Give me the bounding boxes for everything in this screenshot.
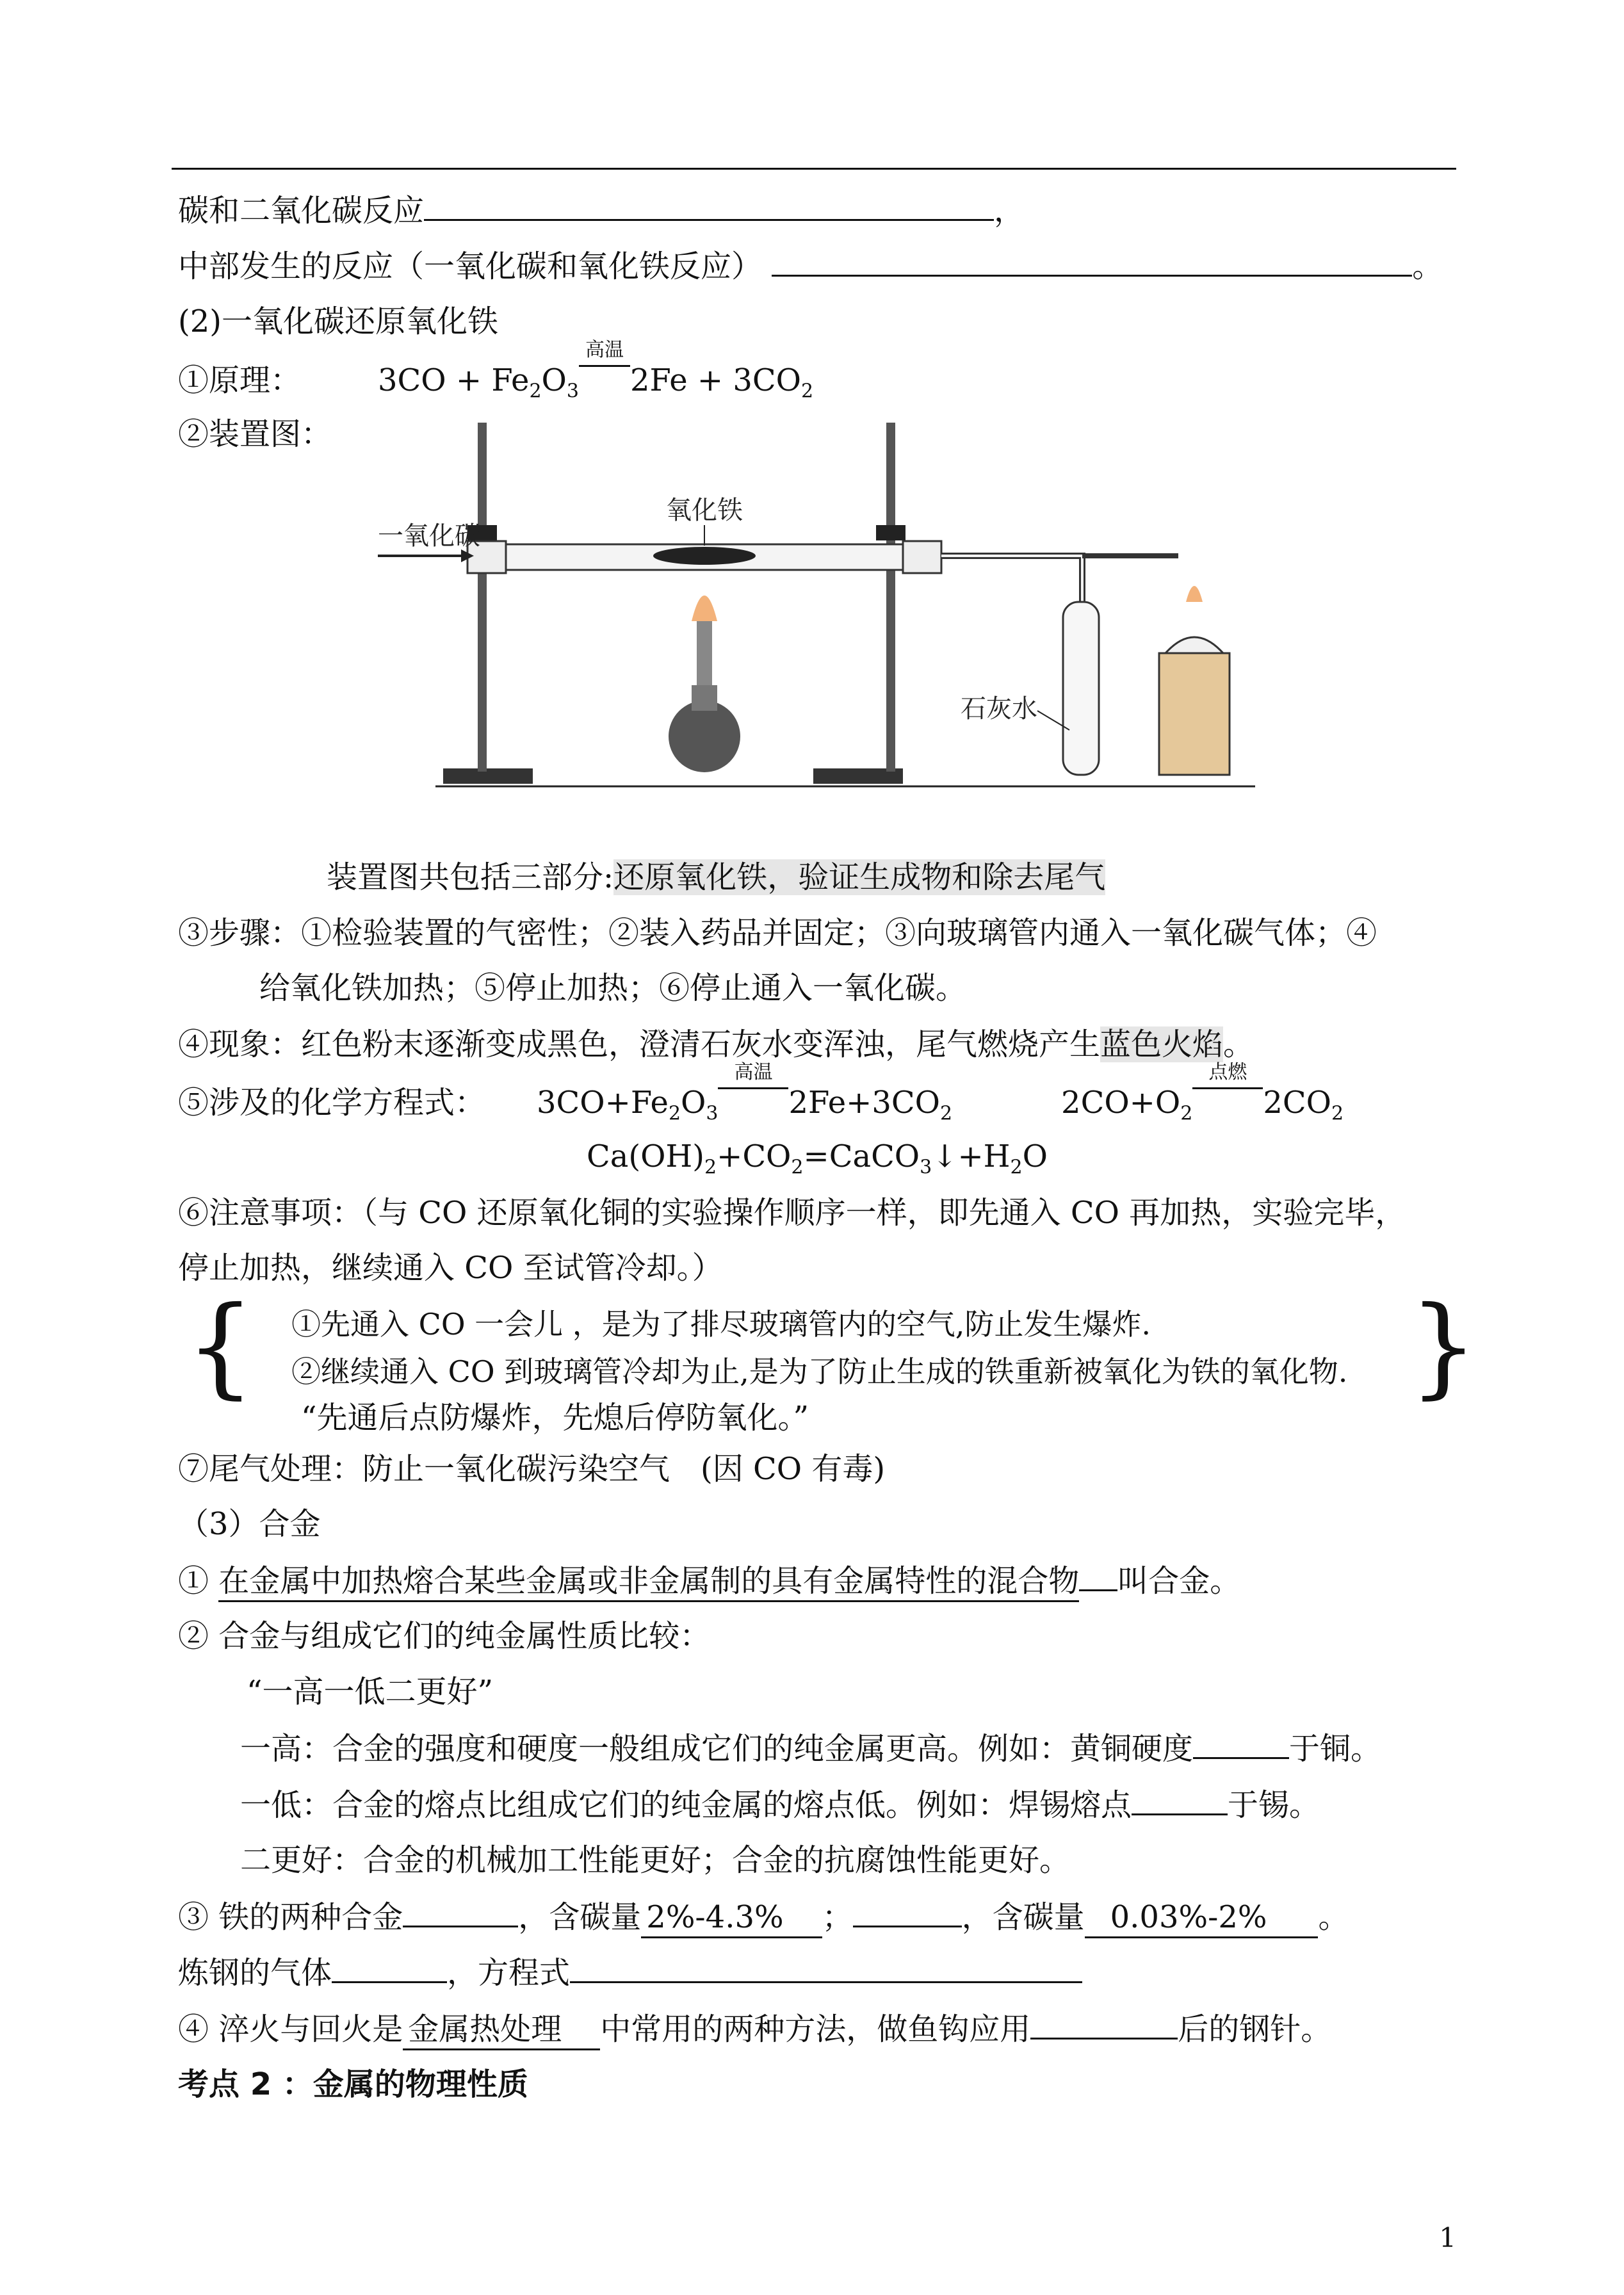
label-co: 一氧化碳 [378,521,480,551]
section-heading-exam-point-2: 考点 2 ：金属的物理性质 [178,2066,528,2102]
line-note-item-1: ①先通入 CO 一会儿 ，是为了排尽玻璃管内的空气,防止发生爆炸. [291,1307,1151,1342]
line-notes-1: ⑥注意事项：（与 CO 还原氧化铜的实验操作顺序一样，即先通入 CO 再加热，实验完毕， [178,1195,1406,1231]
iron-oxide-powder [653,547,756,565]
alcohol-lamp [1165,637,1223,653]
answer-blank[interactable] [570,1953,1082,1983]
page-number: 1 [1439,2222,1456,2253]
label-limewater: 石灰水 [961,694,1037,724]
burner-flame [692,596,717,621]
line-exhaust: ⑦尾气处理：防止一氧化碳污染空气 (因 CO 有毒) [178,1451,886,1487]
line-phenomenon: ④现象：红色粉末逐渐变成黑色，澄清石灰水变浑浊，尾气燃烧产生蓝色火焰。 [178,1026,1255,1062]
line-steps-1: ③步骤：①检验装置的气密性；②装入药品并固定；③向玻璃管内通入一氧化碳气体；④ [178,915,1377,951]
test-tube [1063,602,1099,775]
line-alloy-compare: ② 合金与组成它们的纯金属性质比较： [178,1618,711,1654]
label-fe2o3: 氧化铁 [666,496,743,525]
answer-blank[interactable] [424,191,994,221]
stand-base-left [443,768,533,784]
answer-blank[interactable] [1030,2009,1178,2040]
line-low: 一低：合金的熔点比组成它们的纯金属的熔点低。例如：焊锡熔点 于锡。 [240,1785,1320,1824]
answer-blank[interactable] [332,1953,447,1983]
line-apparatus-label: ②装置图： [178,416,332,452]
line-quench-temper: ④ 淬火与回火是 金属热处理 中常用的两种方法，做鱼钩应用 后的钢针。 [178,2009,1331,2048]
line-steelmaking: 炼钢的气体 ，方程式 [178,1953,1082,1992]
line-carbon-co2: 碳和二氧化碳反应 ， [178,191,1025,230]
line-principle: ①原理： $3CO + Fe_2O_3$ 高温 $2Fe + 3CO_2$ [178,339,814,403]
answer-blank[interactable] [403,1897,518,1927]
line-iron-alloys: ③ 铁的两种合金 ，含碳量 2%-4.3% ； ，含碳量 0.03%-2% 。 [178,1897,1349,1936]
burner-tube [697,621,712,685]
exhaust-flame [1186,586,1203,602]
line-high: 一高：合金的强度和硬度一般组成它们的纯金属更高。例如：黄铜硬度 于铜。 [240,1729,1381,1768]
wooden-block [1159,653,1230,775]
left-brace: { [186,1283,256,1410]
line-better: 二更好：合金的机械加工性能更好；合金的抗腐蚀性能更好。 [240,1842,1071,1878]
line-equations: ⑤涉及的化学方程式： $3CO+Fe_2O_3$ 高温 $2Fe+3CO_2$ $2CO+O_2$ 点燃 $2CO_2$ [178,1061,1344,1125]
line-apparatus-parts: 装置图共包括三部分:还原氧化铁，验证生成物和除去尾气 [327,859,1106,895]
section-heading-2: (2)一氧化碳还原氧化铁 [178,304,498,339]
answer-blank[interactable] [772,247,1412,277]
header-rule [172,168,1456,170]
line-limewater-eq: $Ca(OH)_2+CO_2=CaCO_3↓+H_2O$ [587,1139,1048,1179]
line-alloy-rule: “一高一低二更好” [247,1674,494,1710]
line-mnemonic: “先通后点防爆炸，先熄后停防氧化。” [301,1400,809,1436]
answer-blank[interactable] [1132,1785,1228,1815]
burner-base [669,701,740,772]
answer-blank[interactable] [1193,1729,1289,1759]
line-middle-reaction: 中部发生的反应（一氧化碳和氧化铁反应） 。 [178,247,1443,286]
right-brace: } [1409,1283,1479,1410]
stand-rod-left [478,423,487,772]
outlet-tube [941,556,1082,717]
line-notes-2: 停止加热，继续通入 CO 至试管冷却。） [178,1250,723,1286]
section-heading-3: （3）合金 [178,1506,321,1542]
stand-rod-right [886,423,895,772]
apparatus-diagram [371,410,1268,794]
line-alloy-def: ① 在金属中加热熔合某些金属或非金属制的具有金属特性的混合物 叫合金。 [178,1561,1240,1600]
answer-blank[interactable] [853,1897,962,1927]
line-steps-2: 给氧化铁加热；⑤停止加热；⑥停止通入一氧化碳。 [259,970,967,1006]
line-note-item-2: ②继续通入 CO 到玻璃管冷却为止,是为了防止生成的铁重新被氧化为铁的氧化物. [291,1354,1348,1389]
